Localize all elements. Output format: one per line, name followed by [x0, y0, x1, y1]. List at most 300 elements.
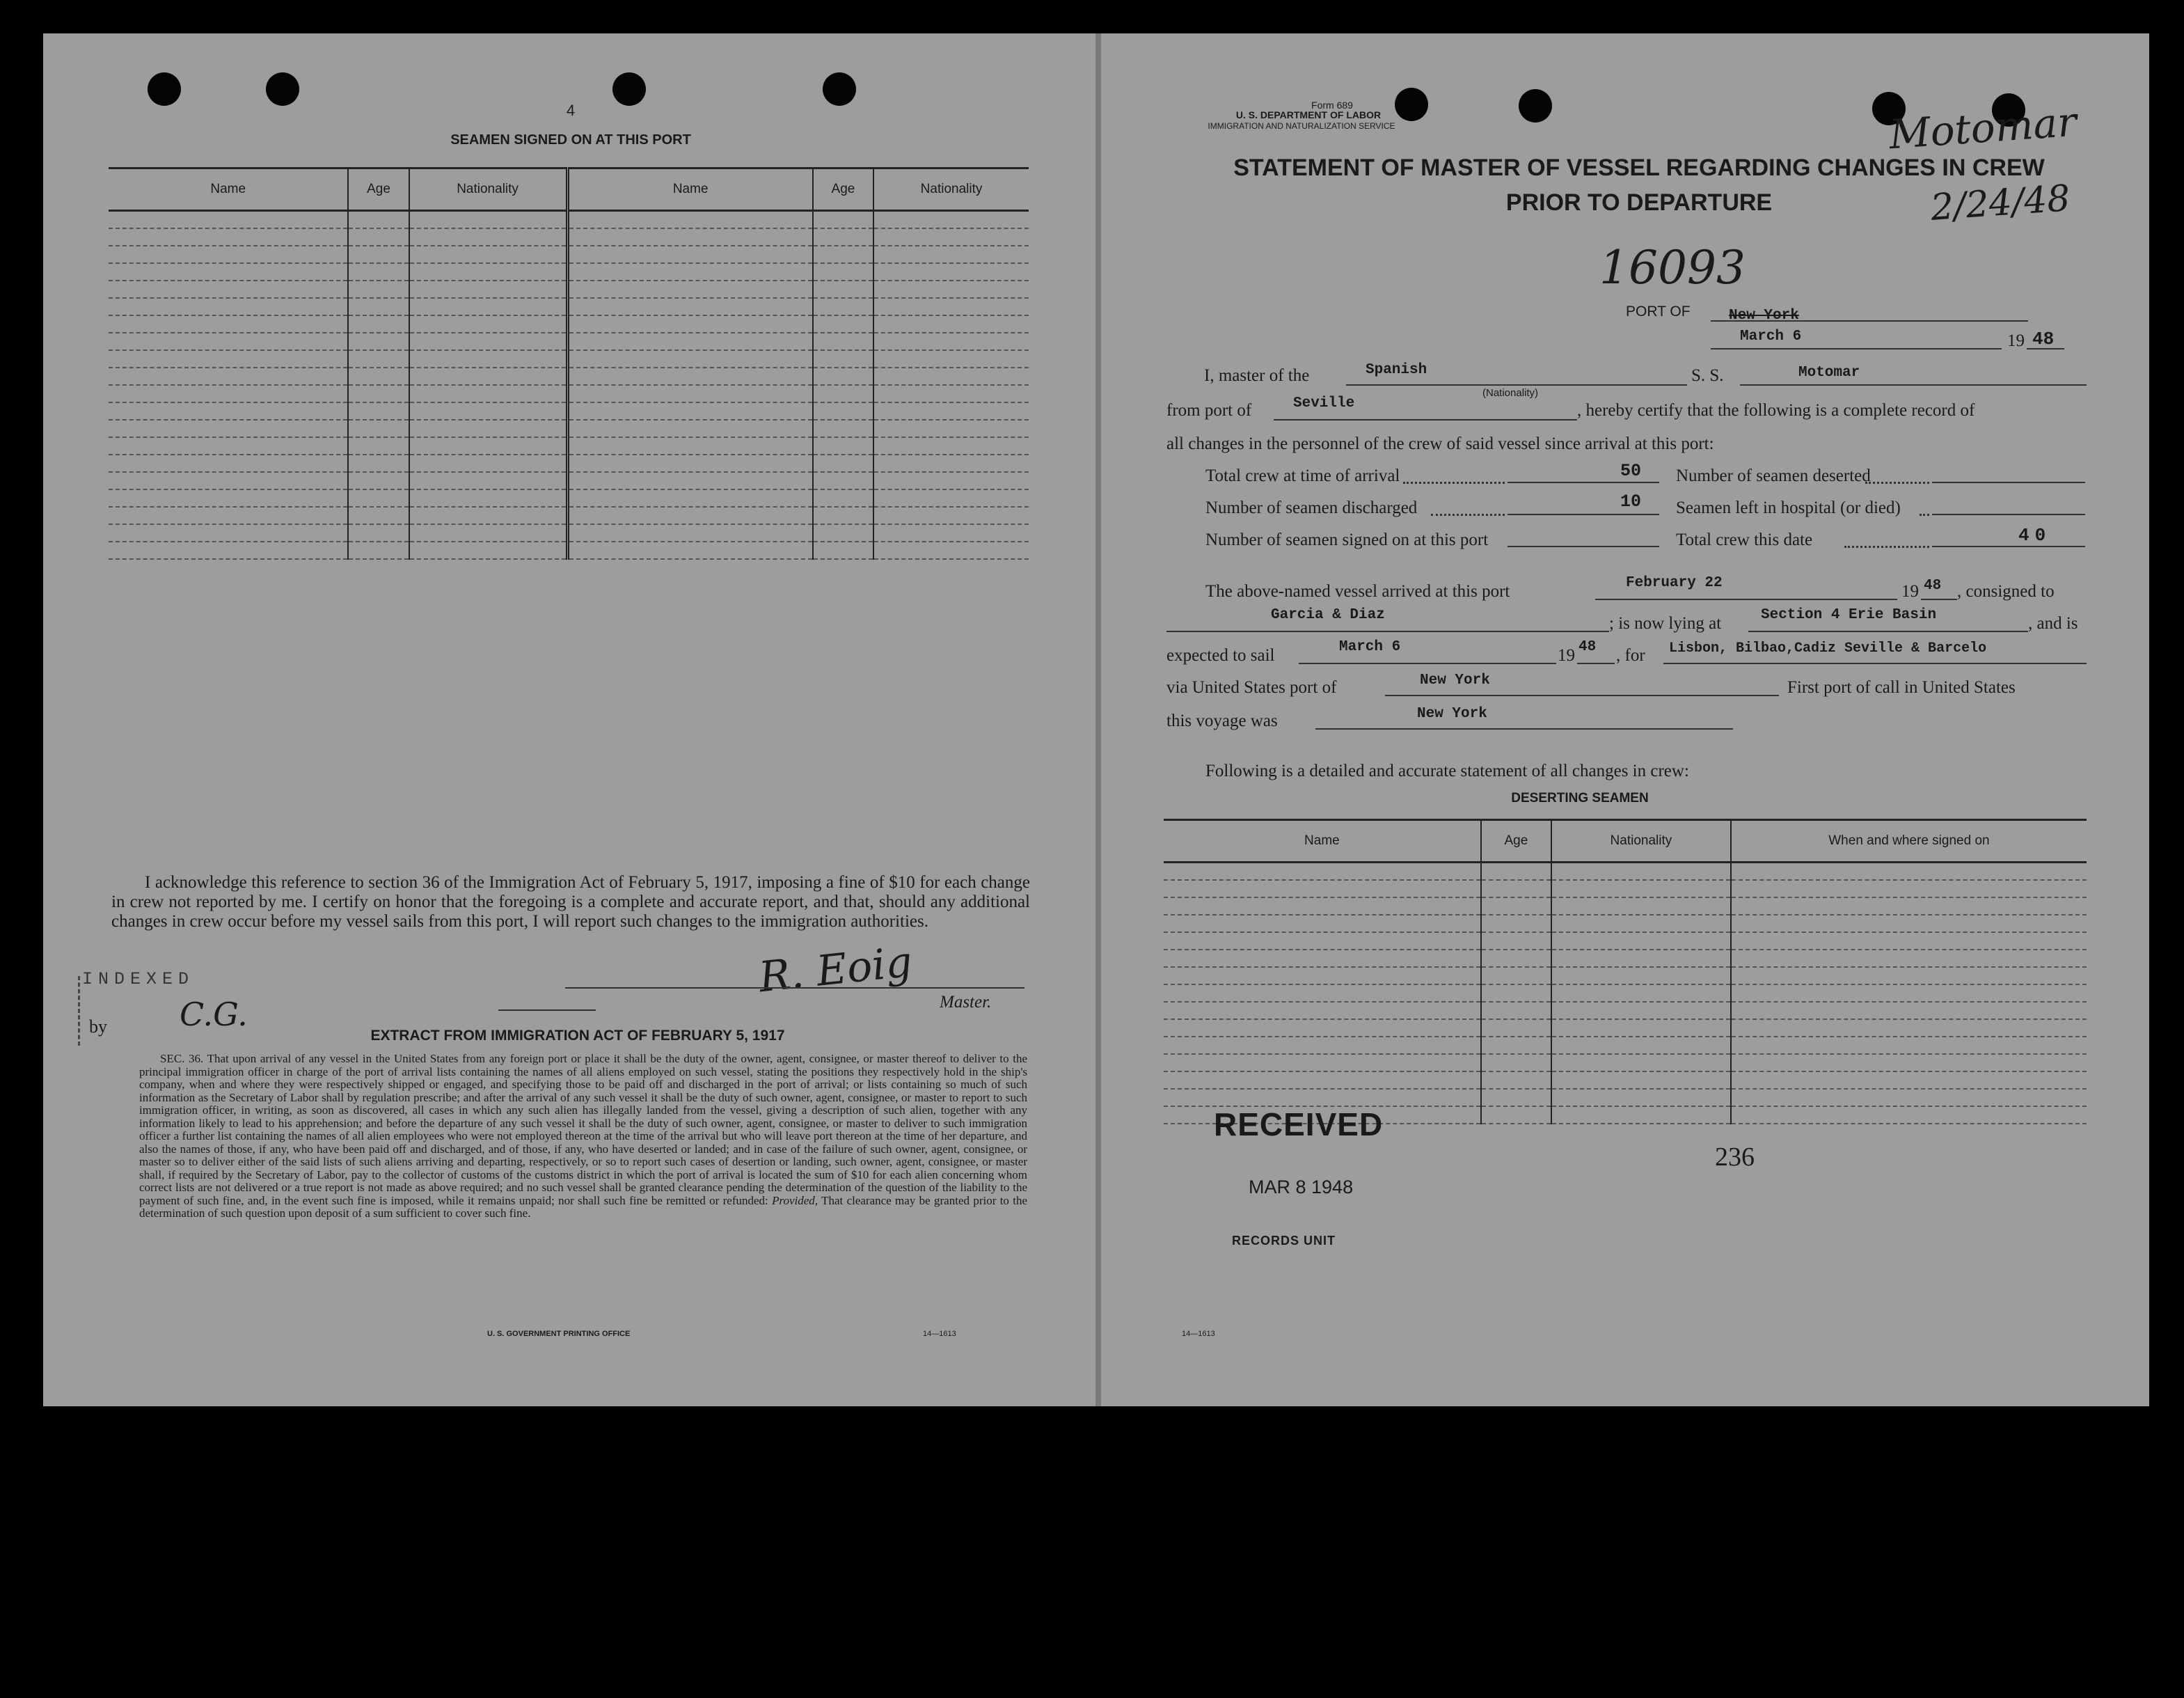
table-row — [1164, 932, 2087, 950]
total-crew-arrival-line — [1508, 482, 1659, 483]
from-port-value: Seville — [1293, 395, 1355, 411]
table-cell — [1551, 984, 1731, 1002]
table-cell — [873, 350, 1029, 368]
table-row — [109, 350, 1029, 368]
signature-line-short — [498, 1009, 596, 1011]
records-unit-stamp: RECORDS UNIT — [1232, 1234, 1336, 1248]
table-cell — [109, 246, 348, 263]
ss-label: S. S. — [1691, 366, 1724, 385]
table-cell — [567, 333, 813, 350]
discharged-label: Number of seamen discharged — [1205, 498, 1418, 517]
table-cell — [567, 507, 813, 524]
table-cell — [409, 281, 567, 298]
table-cell — [1481, 967, 1551, 984]
deserting-seamen-table — [1164, 819, 2087, 1124]
dot-leader — [1865, 482, 1929, 484]
page-number: 4 — [566, 102, 576, 119]
table-cell — [109, 281, 348, 298]
table-cell — [1551, 1054, 1731, 1071]
table-cell — [873, 402, 1029, 420]
table-cell — [409, 420, 567, 437]
voyage-value: New York — [1417, 706, 1487, 722]
table-cell — [409, 455, 567, 472]
table-cell — [1551, 1089, 1731, 1106]
table-cell — [873, 489, 1029, 507]
table-cell — [1481, 1089, 1551, 1106]
total-crew-arrival-label: Total crew at time of arrival — [1205, 466, 1400, 485]
dot-leader — [1431, 514, 1505, 516]
expected-line — [1299, 663, 1556, 664]
first-port-label: First port of call in United States — [1787, 678, 2016, 697]
date-value: March 6 — [1740, 329, 1802, 345]
table-cell — [348, 385, 409, 402]
nationality-line — [1346, 384, 1687, 386]
table-cell — [109, 437, 348, 455]
expected-year-value: 48 — [1578, 639, 1597, 655]
table-cell — [1551, 932, 1731, 950]
table-cell — [873, 228, 1029, 246]
table-row — [1164, 950, 2087, 967]
destinations-line — [1663, 663, 2087, 664]
table-cell — [409, 524, 567, 542]
printer-line: U. S. GOVERNMENT PRINTING OFFICE — [487, 1330, 631, 1338]
signed-on-line — [1508, 546, 1659, 547]
table-cell — [873, 246, 1029, 263]
for-label: , for — [1616, 646, 1645, 665]
following-text: Following is a detailed and accurate statement of all changes in crew: — [1205, 762, 1689, 780]
table-row — [1164, 967, 2087, 984]
table-row — [109, 437, 1029, 455]
table-cell — [1164, 897, 1481, 915]
voyage-label: this voyage was — [1166, 712, 1278, 730]
table-cell — [1551, 1071, 1731, 1089]
lying-value: Section 4 Erie Basin — [1761, 607, 1937, 623]
table-cell — [1551, 915, 1731, 932]
extract-end: That clearance may be granted prior to the determination of such question upon deposit of a sum sufficient to cover such fine. — [139, 1193, 1028, 1220]
table-cell — [813, 368, 873, 385]
form-title-line1: STATEMENT OF MASTER OF VESSEL REGARDING CHANGES IN CREW — [1233, 155, 2045, 181]
table-cell — [348, 298, 409, 315]
indexed-by-label: by — [89, 1016, 107, 1037]
column-header-nationality: Nationality — [873, 168, 1029, 211]
table-cell — [109, 472, 348, 489]
table-cell — [409, 472, 567, 489]
signature-line — [565, 987, 1024, 989]
expected-label: expected to sail — [1166, 646, 1275, 665]
table-cell — [409, 333, 567, 350]
table-cell — [813, 315, 873, 333]
table-cell — [348, 228, 409, 246]
acknowledgement-text: I acknowledge this reference to section 36 of the Immigration Act of February 5, 1917, imposing a fine of $10 for each change in crew not reported by me. I certify on honor that the foregoing is a complete and accurate report, and that, should any additional changes in crew occur before my vessel sails from this port, I will report such changes to the immigration authorities. — [111, 873, 1030, 931]
table-cell — [873, 385, 1029, 402]
indexed-by-initials: C.G. — [180, 996, 248, 1033]
via-line — [1385, 695, 1779, 696]
table-cell — [1551, 897, 1731, 915]
table-cell — [1164, 967, 1481, 984]
table-cell — [567, 281, 813, 298]
service: IMMIGRATION AND NATURALIZATION SERVICE — [1208, 121, 1395, 131]
table-cell — [873, 298, 1029, 315]
column-header-nationality: Nationality — [409, 168, 567, 211]
via-value: New York — [1420, 673, 1490, 689]
table-row — [109, 315, 1029, 333]
nationality-value: Spanish — [1366, 362, 1427, 378]
port-of-label: PORT OF — [1626, 304, 1691, 320]
punch-hole — [823, 72, 856, 106]
arrived-year-prefix: 19 — [1901, 582, 1919, 601]
ship-name-value: Motomar — [1798, 365, 1860, 381]
table-cell — [567, 472, 813, 489]
table-row — [1164, 897, 2087, 915]
table-cell — [409, 437, 567, 455]
destinations-value: Lisbon, Bilbao,Cadiz Seville & Barcelo — [1669, 640, 1987, 657]
master-signature: R. Eoig — [756, 937, 915, 1003]
punch-hole — [148, 72, 181, 106]
table-cell — [1481, 897, 1551, 915]
table-cell — [1731, 1054, 2087, 1071]
table-cell — [109, 489, 348, 507]
table-cell — [1481, 863, 1551, 881]
table-cell — [1164, 1054, 1481, 1071]
table-cell — [567, 368, 813, 385]
and-is-label: , and is — [2028, 614, 2078, 633]
certify-text: , hereby certify that the following is a complete record of — [1577, 401, 1975, 420]
table-cell — [873, 263, 1029, 281]
arrived-label: The above-named vessel arrived at this port — [1205, 582, 1510, 601]
from-port-line — [1274, 419, 1577, 420]
table-cell — [109, 402, 348, 420]
table-cell — [348, 211, 409, 229]
left-page-title: SEAMEN SIGNED ON AT THIS PORT — [450, 132, 691, 148]
table-cell — [409, 315, 567, 333]
table-cell — [109, 420, 348, 437]
table-row — [109, 263, 1029, 281]
form-code-right: 14—1613 — [1182, 1330, 1215, 1338]
total-crew-date-value: 40 — [2018, 525, 2052, 546]
column-header-age: Age — [348, 168, 409, 211]
dot-leader — [1920, 514, 1929, 516]
table-cell — [813, 489, 873, 507]
table-cell — [409, 263, 567, 281]
table-cell — [567, 385, 813, 402]
table-cell — [813, 524, 873, 542]
table-cell — [1481, 950, 1551, 967]
table-cell — [1164, 880, 1481, 897]
column-header-age: Age — [1481, 820, 1551, 863]
page-fold — [1095, 33, 1101, 1406]
consignee-value: Garcia & Diaz — [1271, 607, 1385, 623]
table-row — [109, 368, 1029, 385]
table-cell — [348, 281, 409, 298]
table-cell — [1551, 863, 1731, 881]
table-cell — [873, 315, 1029, 333]
table-cell — [348, 315, 409, 333]
table-cell — [873, 524, 1029, 542]
port-of-value: New York — [1729, 308, 1799, 324]
master-label: Master. — [940, 993, 992, 1012]
table-cell — [409, 228, 567, 246]
table-cell — [873, 455, 1029, 472]
table-cell — [873, 437, 1029, 455]
column-header-name: Name — [567, 168, 813, 211]
table-cell — [109, 350, 348, 368]
table-cell — [567, 298, 813, 315]
table-cell — [873, 507, 1029, 524]
table-cell — [348, 333, 409, 350]
arrived-value: February 22 — [1626, 575, 1723, 591]
nationality-caption: (Nationality) — [1482, 387, 1539, 399]
form-number: Form 689 — [1311, 100, 1353, 111]
table-cell — [1551, 1019, 1731, 1037]
table-row — [109, 455, 1029, 472]
table-cell — [873, 542, 1029, 559]
from-port-label: from port of — [1166, 401, 1252, 420]
table-cell — [567, 420, 813, 437]
table-cell — [109, 315, 348, 333]
signed-on-label: Number of seamen signed on at this port — [1205, 530, 1489, 549]
expected-value: March 6 — [1339, 639, 1401, 655]
column-header-when-where: When and where signed on — [1731, 820, 2087, 863]
table-cell — [109, 524, 348, 542]
table-cell — [1731, 984, 2087, 1002]
year-prefix: 19 — [2007, 331, 2025, 350]
table-cell — [109, 455, 348, 472]
table-cell — [1731, 880, 2087, 897]
table-cell — [348, 350, 409, 368]
table-cell — [567, 489, 813, 507]
table-cell — [409, 211, 567, 229]
table-cell — [1481, 1054, 1551, 1071]
table-cell — [109, 211, 348, 229]
table-row — [1164, 1002, 2087, 1019]
extract-provided: Provided, — [772, 1193, 818, 1207]
arrived-year-line — [1921, 599, 1957, 600]
extract-text — [139, 1053, 1027, 1220]
table-cell — [567, 246, 813, 263]
handwritten-date: 2/24/48 — [1929, 178, 2072, 229]
table-cell — [109, 368, 348, 385]
table-cell — [567, 315, 813, 333]
via-label: via United States port of — [1166, 678, 1337, 697]
table-row — [1164, 863, 2087, 881]
table-cell — [873, 211, 1029, 229]
table-row — [1164, 1054, 2087, 1071]
table-cell — [1164, 932, 1481, 950]
table-row — [109, 489, 1029, 507]
received-stamp: RECEIVED — [1214, 1106, 1384, 1142]
table-cell — [109, 507, 348, 524]
table-row — [109, 246, 1029, 263]
table-cell — [567, 524, 813, 542]
table-cell — [348, 489, 409, 507]
table-cell — [409, 402, 567, 420]
extract-title: EXTRACT FROM IMMIGRATION ACT OF FEBRUARY 5, 1917 — [370, 1028, 785, 1044]
table-cell — [813, 402, 873, 420]
received-date: MAR 8 1948 — [1249, 1177, 1354, 1197]
table-cell — [1481, 1106, 1551, 1124]
table-cell — [813, 228, 873, 246]
table-cell — [1481, 1002, 1551, 1019]
year-value: 48 — [2032, 329, 2055, 349]
table-cell — [813, 507, 873, 524]
table-cell — [1164, 1089, 1481, 1106]
table-cell — [873, 333, 1029, 350]
expected-year-prefix: 19 — [1558, 646, 1575, 665]
table-cell — [813, 385, 873, 402]
column-header-age: Age — [813, 168, 873, 211]
table-row — [109, 402, 1029, 420]
table-cell — [813, 281, 873, 298]
table-cell — [1731, 932, 2087, 950]
seamen-signed-on-table — [109, 167, 1029, 560]
table-cell — [813, 263, 873, 281]
table-cell — [567, 542, 813, 559]
punch-hole — [612, 72, 646, 106]
arrived-year-value: 48 — [1924, 578, 1942, 594]
hospital-label: Seamen left in hospital (or died) — [1676, 498, 1901, 517]
master-of-label: I, master of the — [1204, 366, 1310, 385]
table-cell — [1731, 863, 2087, 881]
table-row — [1164, 1071, 2087, 1089]
table-cell — [409, 246, 567, 263]
table-cell — [1164, 950, 1481, 967]
table-cell — [409, 542, 567, 559]
table-cell — [348, 402, 409, 420]
table-row — [109, 385, 1029, 402]
table-row — [109, 333, 1029, 350]
table-cell — [1164, 1019, 1481, 1037]
arrived-line — [1595, 599, 1897, 600]
expected-year-line — [1577, 663, 1615, 664]
table-cell — [1164, 1071, 1481, 1089]
table-cell — [348, 263, 409, 281]
table-row — [1164, 1019, 2087, 1037]
table-cell — [813, 333, 873, 350]
table-cell — [873, 281, 1029, 298]
voyage-line — [1315, 728, 1733, 730]
table-cell — [813, 437, 873, 455]
table-cell — [813, 542, 873, 559]
table-row — [1164, 880, 2087, 897]
discharged-value: 10 — [1620, 492, 1642, 512]
table-row — [1164, 984, 2087, 1002]
form-code-left: 14—1613 — [923, 1330, 956, 1338]
column-header-nationality: Nationality — [1551, 820, 1731, 863]
table-cell — [1481, 1071, 1551, 1089]
table-cell — [1731, 915, 2087, 932]
table-cell — [873, 368, 1029, 385]
discharged-line — [1508, 514, 1659, 515]
all-changes-text: all changes in the personnel of the crew of said vessel since arrival at this port: — [1166, 434, 1714, 453]
table-cell — [813, 472, 873, 489]
table-cell — [813, 350, 873, 368]
total-crew-date-line — [1932, 546, 2085, 547]
table-cell — [409, 385, 567, 402]
table-cell — [109, 298, 348, 315]
table-cell — [1551, 1037, 1731, 1054]
table-cell — [409, 507, 567, 524]
table-cell — [1481, 984, 1551, 1002]
table-row — [109, 420, 1029, 437]
table-cell — [1481, 915, 1551, 932]
table-cell — [1164, 915, 1481, 932]
table-cell — [1551, 950, 1731, 967]
indexed-stamp: INDEXED — [82, 969, 195, 989]
table-cell — [348, 455, 409, 472]
table-cell — [348, 472, 409, 489]
table-cell — [1164, 1037, 1481, 1054]
table-cell — [348, 437, 409, 455]
table-cell — [1731, 967, 2087, 984]
table-row — [1164, 1089, 2087, 1106]
table-cell — [409, 489, 567, 507]
dot-leader — [1844, 546, 1929, 548]
table-row — [1164, 915, 2087, 932]
punch-hole — [266, 72, 299, 106]
table-cell — [1731, 1089, 2087, 1106]
deserted-line — [1932, 482, 2085, 483]
column-header-name: Name — [109, 168, 348, 211]
table-cell — [813, 420, 873, 437]
table-cell — [1551, 1002, 1731, 1019]
table-cell — [567, 228, 813, 246]
table-cell — [567, 211, 813, 229]
table-row — [109, 298, 1029, 315]
table-cell — [567, 437, 813, 455]
table-cell — [1164, 984, 1481, 1002]
consigned-label: , consigned to — [1957, 582, 2055, 601]
indexed-stamp-border — [78, 976, 84, 1046]
table-cell — [1481, 1019, 1551, 1037]
table-cell — [813, 246, 873, 263]
table-cell — [409, 368, 567, 385]
date-line — [1711, 348, 2002, 349]
deserted-label: Number of seamen deserted — [1676, 466, 1871, 485]
table-cell — [109, 263, 348, 281]
table-cell — [813, 455, 873, 472]
table-row — [109, 472, 1029, 489]
table-cell — [567, 263, 813, 281]
lying-label: ; is now lying at — [1609, 614, 1722, 633]
deserting-seamen-title: DESERTING SEAMEN — [1511, 791, 1649, 805]
table-cell — [1551, 1106, 1731, 1124]
department: U. S. DEPARTMENT OF LABOR — [1235, 109, 1382, 120]
table-cell — [109, 542, 348, 559]
table-cell — [873, 420, 1029, 437]
table-row — [109, 228, 1029, 246]
table-cell — [813, 211, 873, 229]
punch-hole — [1519, 89, 1552, 123]
handwritten-vessel-name: Motomar — [1887, 97, 2078, 159]
table-cell — [1731, 1002, 2087, 1019]
handwritten-file-number: 16093 — [1599, 241, 1746, 294]
ship-name-line — [1740, 384, 2087, 386]
dot-leader — [1403, 482, 1505, 484]
table-cell — [1551, 880, 1731, 897]
table-row — [109, 211, 1029, 229]
table-cell — [1731, 897, 2087, 915]
consignee-line — [1166, 631, 1609, 632]
table-cell — [567, 350, 813, 368]
table-cell — [1731, 1019, 2087, 1037]
table-cell — [1731, 1071, 2087, 1089]
table-row — [109, 542, 1029, 559]
table-cell — [348, 420, 409, 437]
table-cell — [1731, 950, 2087, 967]
table-cell — [109, 228, 348, 246]
table-cell — [348, 368, 409, 385]
table-cell — [1551, 967, 1731, 984]
